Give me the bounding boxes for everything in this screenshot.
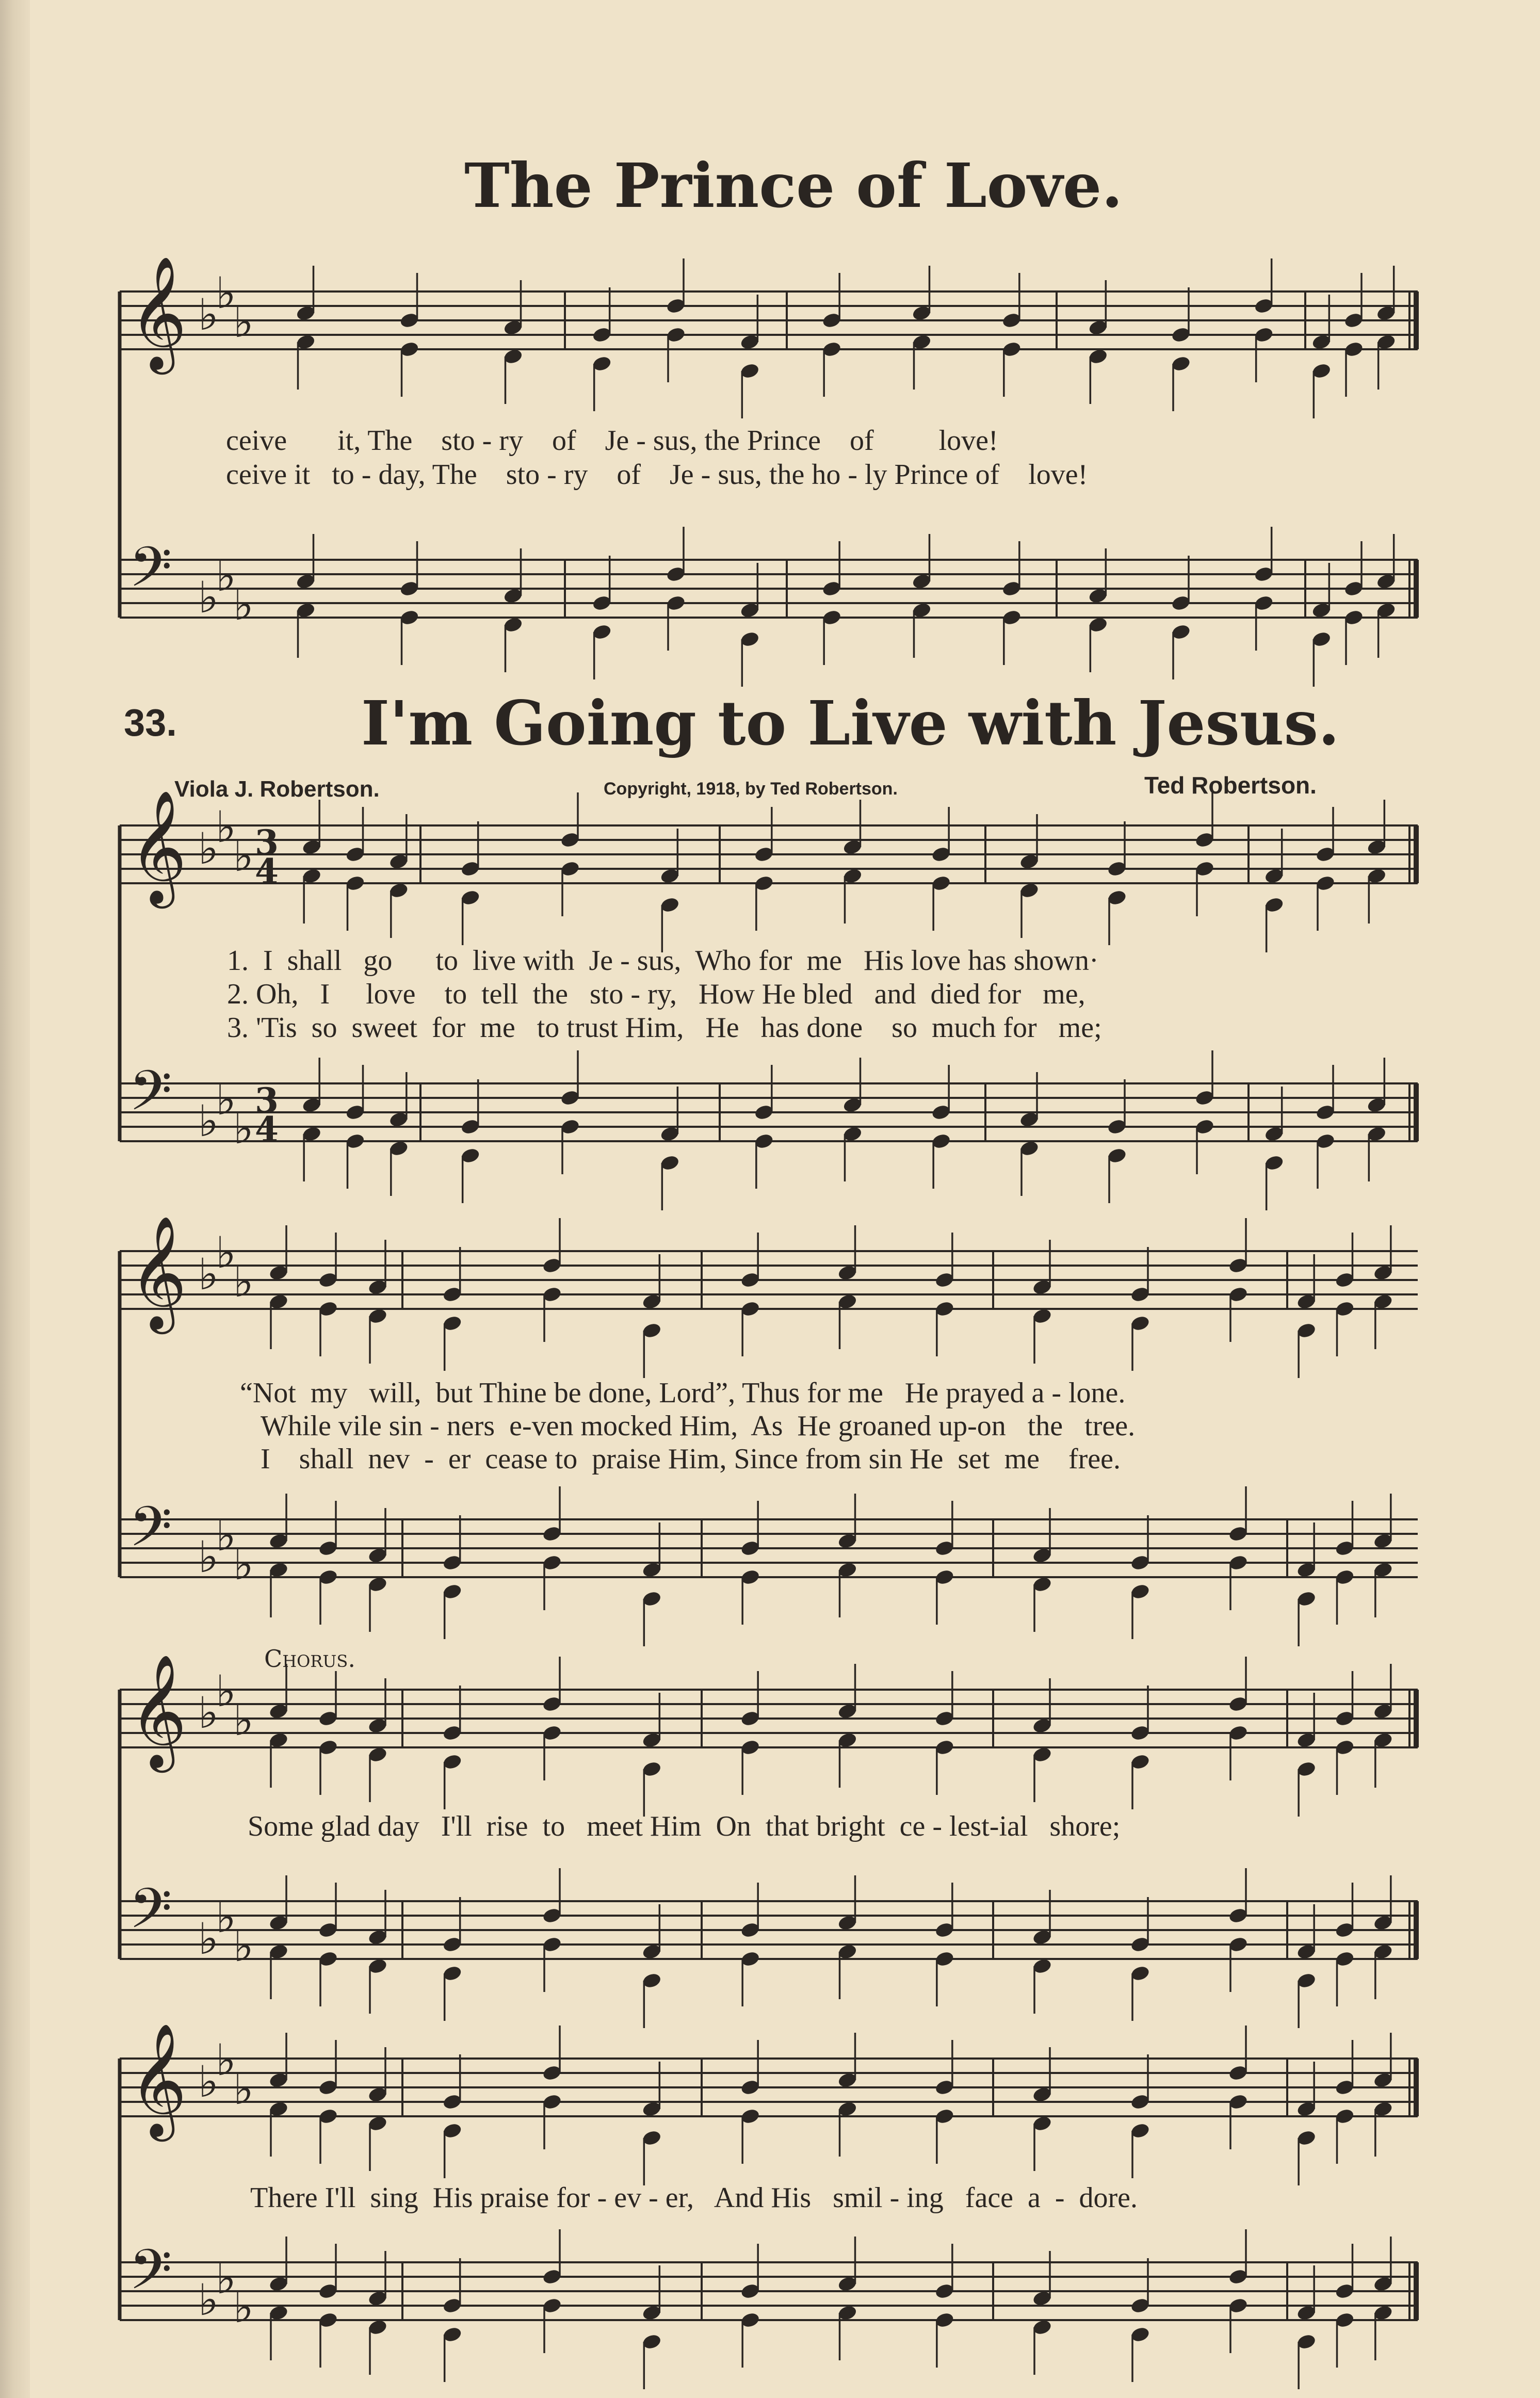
bass-clef-icon: 𝄢 bbox=[129, 2237, 172, 2315]
prev-hymn-title: The Prince of Love. bbox=[464, 150, 1123, 221]
system-1-treble-staff bbox=[120, 789, 1419, 952]
flat-icon: ♭ bbox=[198, 2056, 219, 2107]
flat-icon: ♭ bbox=[233, 2282, 254, 2332]
verse-2-line-1: 2. Oh, I love to tell the sto - ry, How He bled and died for me, bbox=[227, 978, 1085, 1010]
system-2-treble-staff bbox=[120, 1215, 1418, 1378]
flat-icon: ♭ bbox=[198, 823, 219, 874]
treble-clef-icon: 𝄞 bbox=[129, 1215, 187, 1329]
prev-lyric-line-2: ceive it to - day, The sto - ry of Je - sus, the ho - ly Prince of love! bbox=[226, 459, 1088, 491]
system-1-bass-staff bbox=[120, 1050, 1419, 1210]
bass-clef-icon: 𝄢 bbox=[129, 1876, 172, 1954]
flat-icon: ♭ bbox=[233, 1256, 254, 1307]
flat-icon: ♭ bbox=[216, 802, 236, 852]
verse-2-line-2: While vile sin - ners e-ven mocked Him, As He groaned up-on the tree. bbox=[261, 1410, 1136, 1442]
flat-icon: ♭ bbox=[233, 579, 254, 630]
time-signature-digit: 4 bbox=[255, 1109, 279, 1149]
time-signature-digit: 3 bbox=[255, 822, 279, 863]
hymn-number: 33. bbox=[124, 701, 177, 744]
copyright-notice: Copyright, 1918, by Ted Robertson. bbox=[604, 779, 898, 799]
flat-icon: ♭ bbox=[216, 550, 236, 601]
system-4-treble-staff bbox=[120, 2022, 1419, 2185]
flat-icon: ♭ bbox=[198, 1249, 219, 1300]
chorus-line-1: Some glad day I'll rise to meet Him On that bright ce - lest-ial shore; bbox=[248, 1810, 1121, 1842]
verse-1-line-2: “Not my will, but Thine be done, Lord”, Thus for me He prayed a - lone. bbox=[240, 1377, 1126, 1409]
hymn-title: I'm Going to Live with Jesus. bbox=[361, 687, 1340, 759]
chorus-label: Chorus. bbox=[264, 1645, 355, 1673]
verse-1-line-1: 1. I shall go to live with Je - sus, Who for me His love has shown· bbox=[227, 945, 1099, 977]
flat-icon: ♭ bbox=[216, 2253, 236, 2304]
composer-credit: Ted Robertson. bbox=[1144, 772, 1317, 799]
verse-3-line-2: I shall nev - er cease to praise Him, Since from sin He set me free. bbox=[261, 1443, 1121, 1475]
flat-icon: ♭ bbox=[216, 2035, 236, 2085]
author-credit: Viola J. Robertson. bbox=[174, 776, 380, 802]
verse-3-line-1: 3. 'Tis so sweet for me to trust Him, He has done so much for me; bbox=[227, 1012, 1102, 1044]
flat-icon: ♭ bbox=[233, 1921, 254, 1971]
flat-icon: ♭ bbox=[198, 1096, 219, 1146]
flat-icon: ♭ bbox=[233, 1539, 254, 1590]
treble-clef-icon: 𝄞 bbox=[129, 789, 187, 903]
treble-clef-icon: 𝄞 bbox=[129, 2022, 187, 2136]
system-4-bass-staff bbox=[120, 2229, 1419, 2389]
chorus-line-2: There I'll sing His praise for - ev - er, And His smil - ing face a - dore. bbox=[250, 2182, 1138, 2214]
flat-icon: ♭ bbox=[198, 1532, 219, 1582]
flat-icon: ♭ bbox=[233, 2064, 254, 2114]
treble-clef-icon: 𝄞 bbox=[129, 1654, 187, 1768]
time-signature-digit: 4 bbox=[255, 851, 279, 892]
flat-icon: ♭ bbox=[233, 1695, 254, 1745]
flat-icon: ♭ bbox=[216, 1074, 236, 1125]
treble-clef-icon: 𝄞 bbox=[129, 255, 187, 369]
prev-lyric-line-1: ceive it, The sto - ry of Je - sus, the Prince of love! bbox=[226, 425, 998, 457]
bass-clef-icon: 𝄢 bbox=[129, 534, 172, 613]
flat-icon: ♭ bbox=[216, 1666, 236, 1716]
system-3-treble-staff bbox=[120, 1654, 1419, 1817]
flat-icon: ♭ bbox=[233, 831, 254, 881]
flat-icon: ♭ bbox=[216, 1892, 236, 1942]
bass-clef-icon: 𝄢 bbox=[129, 1058, 172, 1137]
system-2-bass-staff bbox=[120, 1486, 1418, 1646]
flat-icon: ♭ bbox=[198, 2275, 219, 2325]
flat-icon: ♭ bbox=[216, 268, 236, 318]
flat-icon: ♭ bbox=[233, 1103, 254, 1154]
system-prev-treble-staff bbox=[120, 255, 1419, 418]
flat-icon: ♭ bbox=[216, 1510, 236, 1561]
flat-icon: ♭ bbox=[198, 1914, 219, 1964]
flat-icon: ♭ bbox=[198, 572, 219, 623]
flat-icon: ♭ bbox=[216, 1227, 236, 1278]
bass-clef-icon: 𝄢 bbox=[129, 1494, 172, 1573]
flat-icon: ♭ bbox=[233, 297, 254, 347]
system-3-bass-staff bbox=[120, 1868, 1419, 2028]
time-signature-digit: 3 bbox=[255, 1080, 279, 1121]
system-prev-bass-staff bbox=[120, 527, 1419, 687]
flat-icon: ♭ bbox=[198, 289, 219, 340]
flat-icon: ♭ bbox=[198, 1688, 219, 1738]
